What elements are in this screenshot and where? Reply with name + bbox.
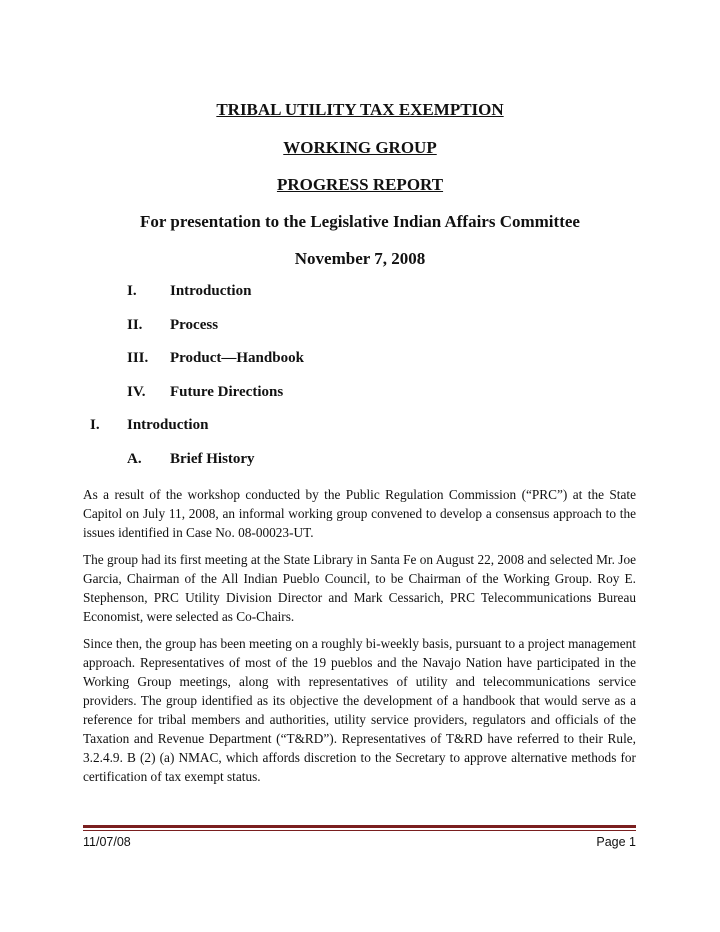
toc-label: Product—Handbook bbox=[170, 350, 304, 366]
document-title-line3: PROGRESS REPORT bbox=[276, 175, 444, 194]
report-date: November 7, 2008 bbox=[294, 249, 426, 268]
footer-divider-thin bbox=[83, 830, 636, 831]
footer-date: 11/07/08 bbox=[83, 835, 131, 849]
paragraph-first-meeting: The group had its first meeting at the State Library in Santa Fe on August 22, 2008 and selected Mr. Joe Garcia, Chairman of the All Indian Pueblo Council, to be Chairman of the Working Group. Roy E. Stephenson, PRC Utility Division Director and Mark Cessarich, PRC Telecommunications Bureau Economist, were selected as Co-Chairs. bbox=[83, 552, 636, 624]
footer-page-number: Page 1 bbox=[596, 835, 636, 849]
toc-number: I. bbox=[127, 283, 137, 299]
paragraph-biweekly-meetings: Since then, the group has been meeting on a roughly bi-weekly basis, pursuant to a project management approach. Representatives of most of the 19 pueblos and the Navajo Nation have participated in the Working Group meetings, along with representatives of utility and telecommunications service providers. The group identified as its objective the development of a handbook that would serve as a reference for tribal members and authorities, utility service providers, regulators and officials of the Taxation and Revenue Department (“T&RD”). Representatives of T&RD have referred to their Rule, 3.2.4.9. B (2) (a) NMAC, which affords discretion to the Secretary to approve alternative methods for certification of tax exempt status. bbox=[83, 636, 636, 784]
subsection-label: Brief History bbox=[170, 451, 255, 467]
toc-number: II. bbox=[127, 317, 143, 333]
toc-label: Process bbox=[170, 317, 219, 333]
document-title-line1: TRIBAL UTILITY TAX EXEMPTION bbox=[216, 100, 504, 119]
footer-divider-thick bbox=[83, 825, 636, 828]
toc-number: III. bbox=[127, 350, 149, 366]
section-number: I. bbox=[90, 417, 100, 433]
document-title-line2: WORKING GROUP bbox=[283, 138, 437, 157]
section-label: Introduction bbox=[127, 417, 209, 433]
subsection-number: A. bbox=[127, 451, 142, 467]
toc-label: Introduction bbox=[170, 283, 252, 299]
toc-number: IV. bbox=[127, 384, 146, 400]
presentation-line: For presentation to the Legislative Indian Affairs Committee bbox=[140, 212, 580, 231]
toc-label: Future Directions bbox=[170, 384, 284, 400]
paragraph-workshop: As a result of the workshop conducted by the Public Regulation Commission (“PRC”) at the State Capitol on July 11, 2008, an informal working group convened to develop a consensus approach to the issues identified in Case No. 08-00023-UT. bbox=[83, 487, 636, 540]
